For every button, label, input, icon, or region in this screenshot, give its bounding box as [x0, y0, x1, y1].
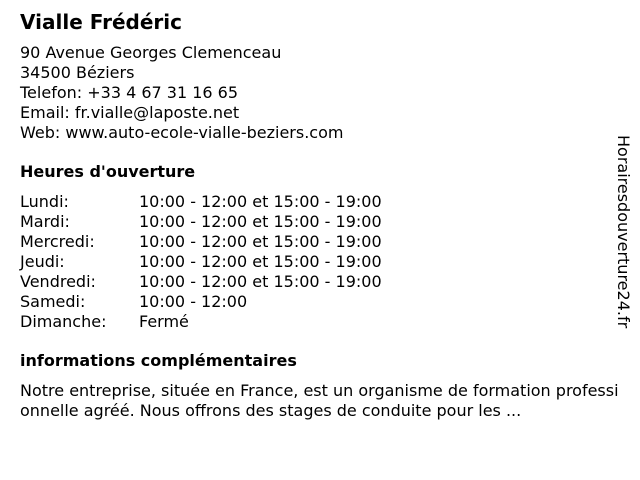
- address-line-1: 90 Avenue Georges Clemenceau: [20, 43, 282, 62]
- business-name: Vialle Frédéric: [20, 10, 182, 34]
- day-label: Mardi:: [20, 212, 70, 231]
- web-text: Web: www.auto-ecole-vialle-beziers.com: [20, 123, 344, 142]
- day-label: Vendredi:: [20, 272, 96, 291]
- hours-row-dimanche: [20, 312, 620, 332]
- hours-row-samedi: [20, 292, 620, 312]
- time-range: 10:00 - 12:00 et 15:00 - 19:00: [139, 252, 382, 271]
- info-heading: informations complémentaires: [20, 351, 297, 370]
- hours-row-mercredi: [20, 232, 620, 252]
- hours-row-jeudi: [20, 252, 620, 272]
- watermark-text: Horairesdouverture24.fr: [614, 135, 633, 329]
- day-label: Lundi:: [20, 192, 69, 211]
- time-range: 10:00 - 12:00 et 15:00 - 19:00: [139, 232, 382, 251]
- day-label: Samedi:: [20, 292, 86, 311]
- day-label: Dimanche:: [20, 312, 107, 331]
- phone-text: Telefon: +33 4 67 31 16 65: [20, 83, 239, 102]
- hours-row-lundi: [20, 192, 620, 212]
- hours-row-vendredi: [20, 272, 620, 292]
- time-range: 10:00 - 12:00 et 15:00 - 19:00: [139, 272, 382, 291]
- email-text: Email: fr.vialle@laposte.net: [20, 103, 240, 122]
- day-label: Mercredi:: [20, 232, 95, 251]
- address-line-2: 34500 Béziers: [20, 63, 135, 82]
- hours-heading: Heures d'ouverture: [20, 162, 196, 181]
- time-range: 10:00 - 12:00 et 15:00 - 19:00: [139, 192, 382, 211]
- time-range: Fermé: [139, 312, 189, 331]
- time-range: 10:00 - 12:00: [139, 292, 248, 311]
- time-range: 10:00 - 12:00 et 15:00 - 19:00: [139, 212, 382, 231]
- hours-list: [20, 192, 620, 332]
- day-label: Jeudi:: [20, 252, 65, 271]
- info-description: Notre entreprise, située en France, est un organisme de formation professionnelle agréé. Nous offrons des stages de conduite pour les ...: [20, 381, 619, 420]
- hours-row-mardi: [20, 212, 620, 232]
- business-card: [20, 8, 620, 421]
